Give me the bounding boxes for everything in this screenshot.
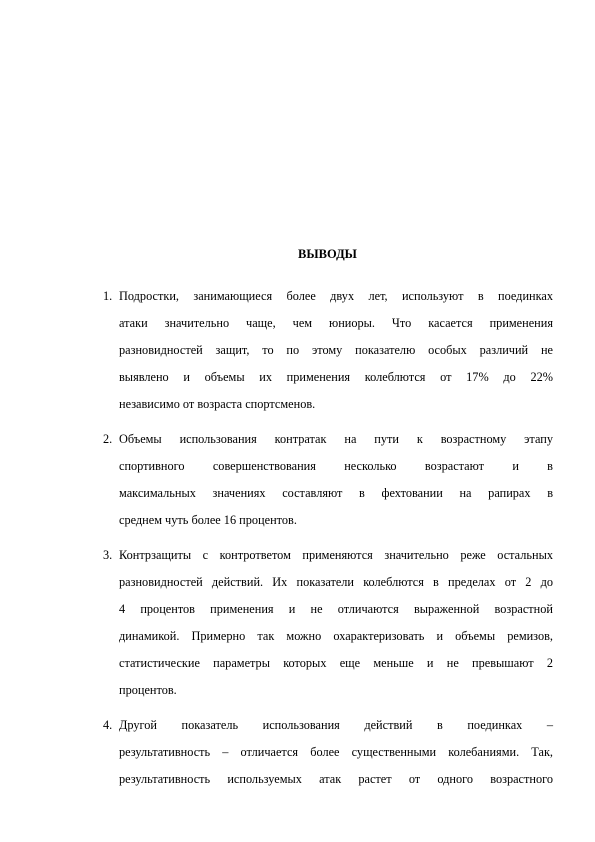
paragraph-line: процентов.	[119, 683, 177, 697]
list-item	[0, 712, 595, 793]
paragraph-line: Объемы использования контратак на пути к возрастному этапу	[119, 432, 553, 446]
list-item-number: 4.	[103, 718, 113, 732]
conclusions-list	[0, 283, 595, 801]
paragraph-line: разновидностей защит, то по этому показателю особых различий не	[119, 343, 553, 357]
paragraph-line: 4 процентов применения и не отличаются выраженной возрастной	[119, 602, 553, 616]
list-item	[0, 542, 595, 704]
section-heading: ВЫВОДЫ	[298, 247, 357, 261]
paragraph-line: Контрзащиты с контрответом применяются значительно реже остальных	[119, 548, 553, 562]
list-item-number: 3.	[103, 548, 113, 562]
paragraph-line: статистические параметры которых еще меньше и не превышают 2	[119, 656, 553, 670]
paragraph-line: Другой показатель использования действий в поединках –	[119, 718, 553, 732]
paragraph-line: результативность – отличается более существенными колебаниями. Так,	[119, 745, 553, 759]
paragraph-line: Подростки, занимающиеся более двух лет, используют в поединках	[119, 289, 553, 303]
list-item	[0, 283, 595, 418]
list-item-number: 1.	[103, 289, 113, 303]
paragraph-line: разновидностей действий. Их показатели колеблются в пределах от 2 до	[119, 575, 553, 589]
paragraph-line: выявлено и объемы их применения колеблются от 17% до 22%	[119, 370, 553, 384]
paragraph-line: среднем чуть более 16 процентов.	[119, 513, 297, 527]
paragraph-line: спортивного совершенствования несколько возрастают и в	[119, 459, 553, 473]
paragraph-line: максимальных значениях составляют в фехтовании на рапирах в	[119, 486, 553, 500]
paragraph-line: результативность используемых атак растет от одного возрастного	[119, 772, 553, 786]
paragraph-line: атаки значительно чаще, чем юниоры. Что касается применения	[119, 316, 553, 330]
paragraph-line: независимо от возраста спортсменов.	[119, 397, 316, 411]
list-item	[0, 426, 595, 534]
paragraph-line: динамикой. Примерно так можно охарактеризовать и объемы ремизов,	[119, 629, 553, 643]
list-item-number: 2.	[103, 432, 113, 446]
